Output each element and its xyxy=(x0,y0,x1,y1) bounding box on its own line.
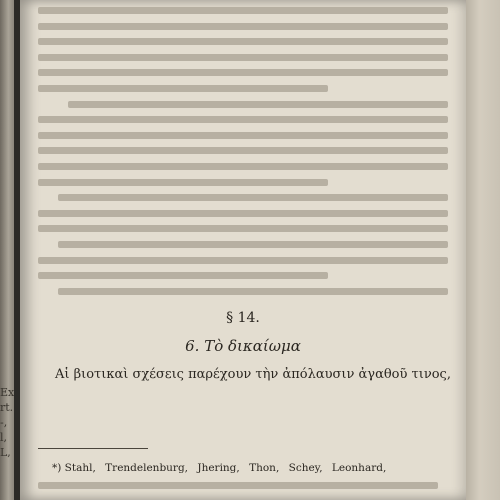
footnote-rule xyxy=(38,448,148,449)
margin-fragment-1: Ex xyxy=(0,386,15,399)
footnote xyxy=(52,462,392,474)
text-line-placeholder xyxy=(58,194,448,201)
section-number: § 14. xyxy=(226,310,260,326)
footnote-author-4: Thon, xyxy=(249,462,280,474)
text-line-placeholder xyxy=(38,179,328,186)
text-line-placeholder xyxy=(38,69,448,76)
book-page xyxy=(20,0,466,500)
footnote-author-5: Schey, xyxy=(288,462,323,474)
text-line-placeholder xyxy=(38,7,448,14)
text-line-placeholder xyxy=(38,147,448,154)
text-line-placeholder xyxy=(68,101,448,108)
text-line-placeholder xyxy=(58,241,448,248)
margin-fragment-3: -, xyxy=(0,416,8,429)
footnote-line-placeholder xyxy=(38,482,438,489)
section-heading: 6. Τὸ δικαίωμα xyxy=(185,337,301,355)
margin-fragment-2: rt. xyxy=(0,401,14,414)
footnote-author-6: Leonhard, xyxy=(331,462,387,474)
margin-fragment-4: l, xyxy=(0,431,8,444)
footnote-author-3: Jhering, xyxy=(197,462,240,474)
text-line-placeholder xyxy=(38,257,448,264)
text-line-placeholder xyxy=(38,38,448,45)
text-line-placeholder xyxy=(38,116,448,123)
text-line-placeholder xyxy=(38,54,448,61)
section-first-line: Αἱ βιοτικαὶ σχέσεις παρέχουν τὴν ἀπόλαυσιν ἀγαθοῦ τινος, xyxy=(55,367,451,382)
text-line-placeholder xyxy=(38,23,448,30)
right-page-shadow xyxy=(466,0,500,500)
text-line-placeholder xyxy=(38,272,328,279)
text-line-placeholder xyxy=(38,225,448,232)
text-line-placeholder xyxy=(38,210,448,217)
text-line-placeholder xyxy=(38,163,448,170)
text-line-placeholder xyxy=(38,85,328,92)
footnote-author-1: *) Stahl, xyxy=(52,462,96,474)
text-line-placeholder xyxy=(38,132,448,139)
text-line-placeholder xyxy=(58,288,448,295)
footnote-author-2: Trendelenburg, xyxy=(105,462,189,474)
margin-fragment-5: L, xyxy=(0,446,11,459)
